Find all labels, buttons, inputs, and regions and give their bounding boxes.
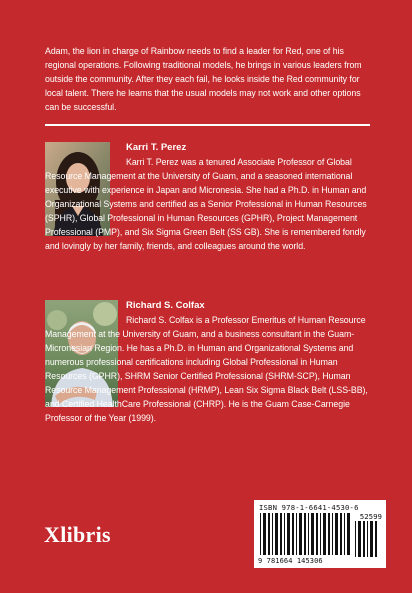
barcode-bars [260,513,352,555]
isbn-text: ISBN 978-1-6641-4530-6 [259,503,359,512]
author-bio: Karri T. Perez was a tenured Associate Professor of Global Resource Management at the University of Guam, and a seasoned international executive with experience in Japan and Micronesia. She had a Ph.D. in Human and Organizational Systems and certified as a Senior Professional in Human Resources (SPHR), Global Professional in Human Resources (GPHR), Project Management Professional (PMP), and Six Sigma Green Belt (SS GB). She is remembered fondly and lovingly by her family, friends, and colleagues around the world. [45,157,367,251]
back-cover-blurb: Adam, the lion in charge of Rainbow needs to find a leader for Red, one of his regional operations. Following traditional models, he brings in various leaders from outside the community. After they each fail, he looks inside the Red community for local talent. There he learns that the usual models may not work and other options can be successful. [45,46,362,112]
barcode-addon-bars [355,521,381,557]
price-code: 52599 [359,512,382,521]
isbn-barcode [254,500,386,568]
publisher-logo: Xlibris [44,522,111,547]
divider-rule [45,124,370,126]
barcode-digits: 9 781664 145306 [258,557,323,565]
author-bio: Richard S. Colfax is a Professor Emeritus of Human Resource Management at the University of Guam, and a business consultant in the Guam-Micronesian Region. He has a Ph.D. in Human and Organizational Systems and numerous professional certifications including Global Professional in Human Resources (GPHR), SHRM Senior Certified Professional (SHRM-SCP), Human Resource Management Professional (HRMP), Lean Six Sigma Black Belt (LSS-BB), and Certified HealthCare Professional (CHRP). He is the Guam Case-Carnegie Professor of the Year (1999). [45,315,368,423]
author-name: Richard S. Colfax [126,300,205,311]
author-name: Karri T. Perez [126,142,187,153]
